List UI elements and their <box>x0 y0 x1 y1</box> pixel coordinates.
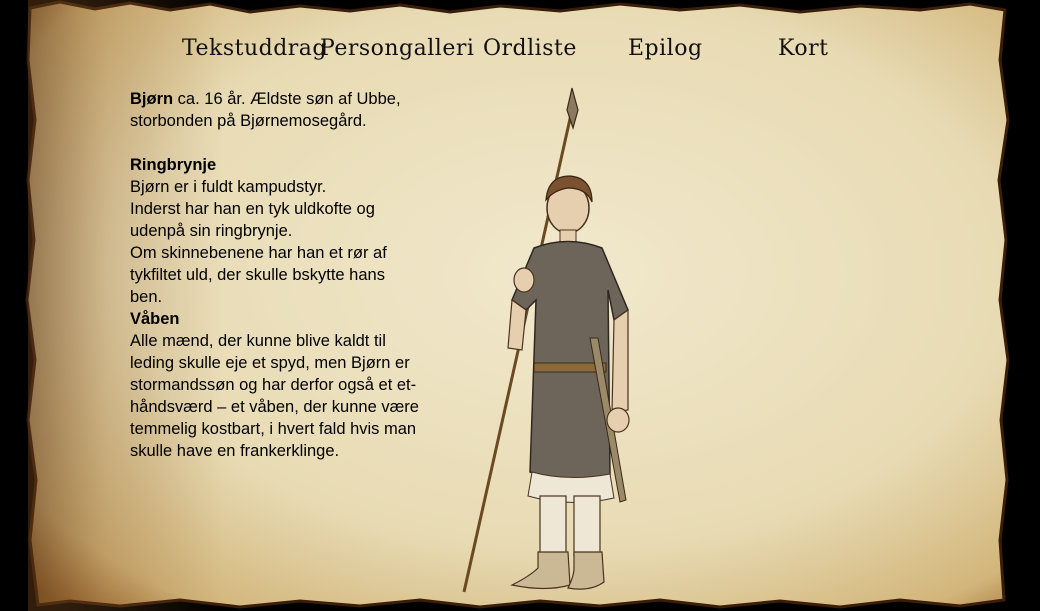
left-leg <box>540 496 566 556</box>
nav-kort-link[interactable]: Kort <box>778 36 829 61</box>
vaaben-paragraph: Alle mænd, der kunne blive kaldt til leding skulle eje et spyd, men Bjørn er stormandssøn og har derfor også et et-håndsværd – et våben, der kunne være temmelig kostbart, i hvert fald hvis man skulle have en frankerklinge. <box>130 332 419 460</box>
nav-persongalleri-link[interactable]: Persongalleri <box>320 36 475 61</box>
intro-text: ca. 16 år. Ældste søn af Ubbe, storbonden på Bjørnemosegård. <box>130 90 401 130</box>
right-leg <box>574 496 600 556</box>
ringbrynje-line: Om skinnebenene har han et rør af tykfiltet uld, der skulle bskytte hans ben. <box>130 244 387 306</box>
character-name: Bjørn <box>130 90 174 108</box>
nav-tekstuddrag-link[interactable]: Tekstuddrag <box>182 36 327 61</box>
character-description <box>130 88 420 462</box>
character-illustration <box>450 80 650 605</box>
intro-paragraph <box>130 88 420 132</box>
right-shoe <box>568 552 604 589</box>
left-shoe <box>512 552 570 589</box>
right-arm <box>612 310 628 412</box>
section-heading-vaaben: Våben <box>130 310 180 328</box>
nav-epilog-link[interactable]: Epilog <box>628 36 703 61</box>
left-arm <box>508 300 526 350</box>
left-hand <box>514 268 534 292</box>
ringbrynje-line: Bjørn er i fuldt kampudstyr. <box>130 178 327 196</box>
ringbrynje-line: Inderst har han en tyk uldkofte og udenpå sin ringbrynje. <box>130 200 375 240</box>
section-heading-ringbrynje: Ringbrynje <box>130 156 217 174</box>
right-hand <box>607 408 629 432</box>
top-navigation <box>0 0 1040 80</box>
nav-ordliste-link[interactable]: Ordliste <box>483 36 577 61</box>
